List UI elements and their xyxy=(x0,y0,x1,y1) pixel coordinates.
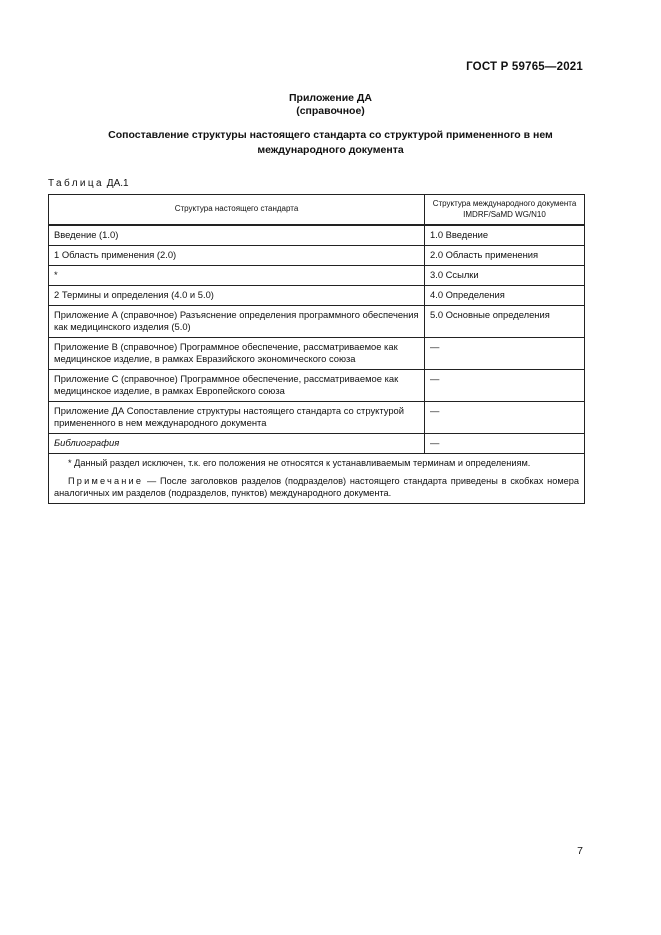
table-cell-standard: 2 Термины и определения (4.0 и 5.0) xyxy=(49,286,425,306)
table-notes-row xyxy=(49,454,585,504)
annex-subtitle: (справочное) xyxy=(296,105,365,117)
table-row xyxy=(49,434,585,454)
table-row xyxy=(49,266,585,286)
table-footnote: * Данный раздел исключен, т.к. его положения не относятся к устанавливаемым терминам и определениям. xyxy=(68,458,531,468)
table-cell-standard: Введение (1.0) xyxy=(49,225,425,246)
table-cell-standard: * xyxy=(49,266,425,286)
note-label: Примечание xyxy=(68,476,144,486)
table-notes-cell xyxy=(49,454,585,504)
table-cell-international: — xyxy=(425,338,585,370)
table-cell-standard: Приложение В (справочное) Программное обеспечение, рассматриваемое как медицинское изделие, в рамках Евразийского экономического союза xyxy=(49,338,425,370)
page-number: 7 xyxy=(577,845,583,857)
table-caption xyxy=(48,178,129,189)
annex-document-title: Сопоставление структуры настоящего стандарта со структурой примененного в нем международного документа xyxy=(108,129,553,156)
table-cell-international: — xyxy=(425,370,585,402)
table-cell-international: 5.0 Основные определения xyxy=(425,306,585,338)
table-row xyxy=(49,370,585,402)
table-cell-standard: Приложение А (справочное) Разъяснение определения программного обеспечения как медицинского изделия (5.0) xyxy=(49,306,425,338)
table-caption-number: ДА.1 xyxy=(106,178,129,189)
table-cell-standard: Библиография xyxy=(49,434,425,454)
table-row xyxy=(49,225,585,246)
table-caption-label: Таблица xyxy=(48,178,105,189)
annex-heading xyxy=(0,92,661,118)
table-row xyxy=(49,338,585,370)
table-cell-international: — xyxy=(425,402,585,434)
table-header-row xyxy=(49,195,585,226)
table-row xyxy=(49,402,585,434)
table-cell-international: — xyxy=(425,434,585,454)
table-cell-standard: Приложение С (справочное) Программное обеспечение, рассматриваемое как медицинское изделие, в рамках Европейского союза xyxy=(49,370,425,402)
table-cell-international: 1.0 Введение xyxy=(425,225,585,246)
table-cell-standard: Приложение ДА Сопоставление структуры настоящего стандарта со структурой примененного в нем международного документа xyxy=(49,402,425,434)
table-note xyxy=(54,475,579,499)
table-cell-standard: 1 Область применения (2.0) xyxy=(49,246,425,266)
annex-title: Приложение ДА xyxy=(289,92,372,104)
table-cell-international: 3.0 Ссылки xyxy=(425,266,585,286)
column-header-international: Структура международного документа IMDRF/SaMD WG/N10 xyxy=(425,195,585,226)
table-row xyxy=(49,286,585,306)
column-header-standard: Структура настоящего стандарта xyxy=(49,195,425,226)
table-row xyxy=(49,306,585,338)
table-row xyxy=(49,246,585,266)
comparison-table xyxy=(48,194,585,504)
table-cell-international: 4.0 Определения xyxy=(425,286,585,306)
note-text: — После заголовков разделов (подразделов) настоящего стандарта приведены в скобках номера аналогичных им разделов (подразделов, пунктов) международного документа. xyxy=(54,476,579,498)
standard-number: ГОСТ Р 59765—2021 xyxy=(466,61,583,73)
table-cell-international: 2.0 Область применения xyxy=(425,246,585,266)
